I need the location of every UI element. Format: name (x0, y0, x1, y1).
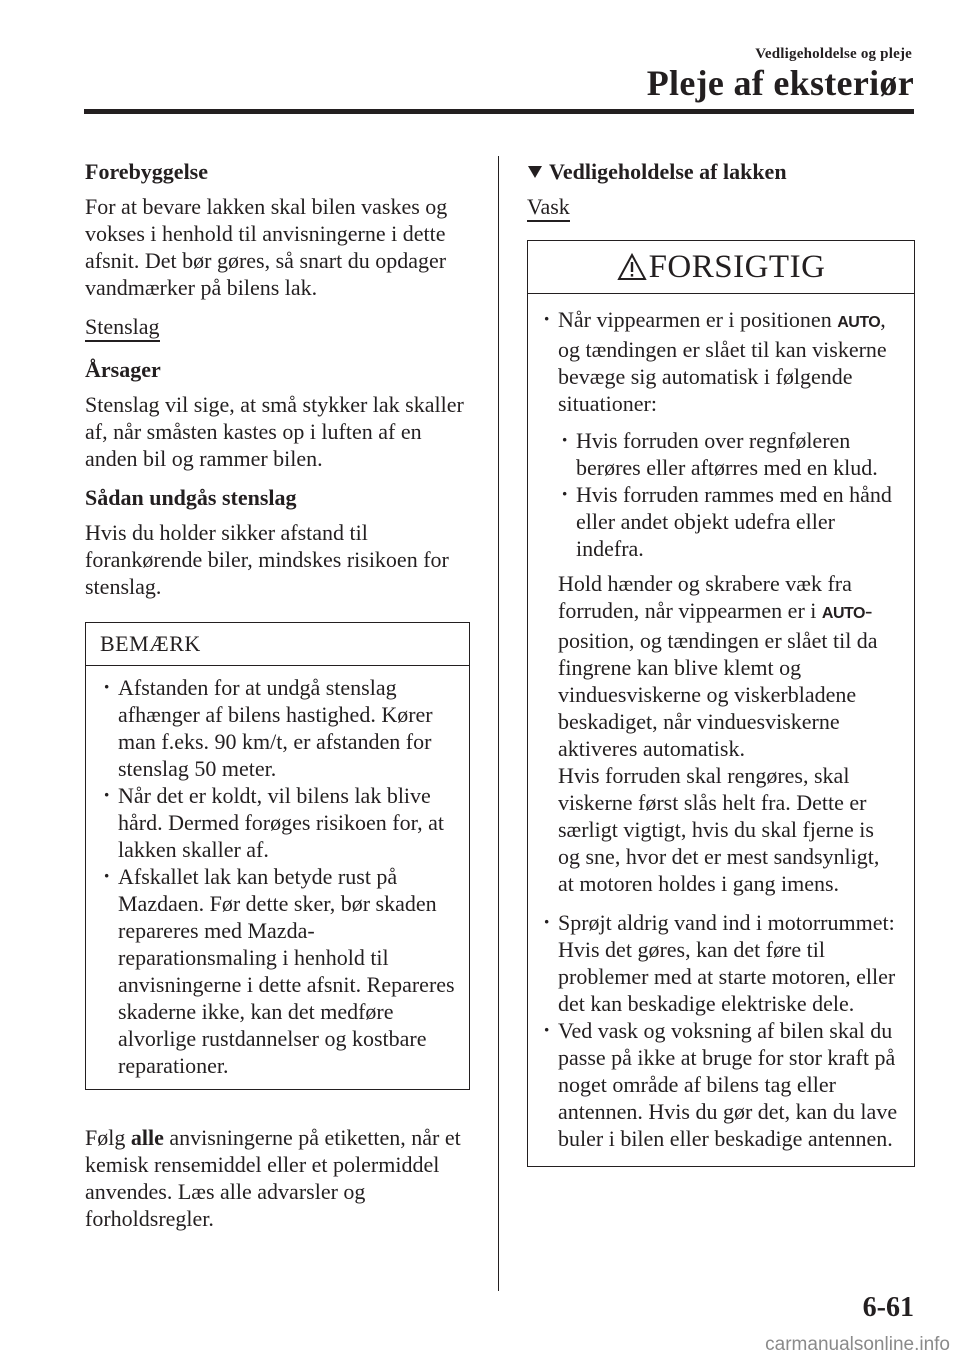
triangle-down-icon (527, 165, 543, 179)
list-item: · Ved vask og voksning af bilen skal du passe på ikke at bruge for stor kraft på noget område af bilens tag eller antennen. Hvis du gør det, kan du lave buler i bilen eller beskadige antennen. (540, 1017, 900, 1152)
caution-paragraph (558, 570, 900, 762)
caution-body (528, 294, 914, 1166)
left-column (85, 158, 470, 1244)
caution-title: FORSIGTIG (648, 248, 826, 285)
heading-vask: Vask (527, 195, 570, 222)
section-heading (527, 158, 915, 185)
caution-para-text: Hold hænder og skrabere væk fra forruden, når vippearmen er i (558, 571, 852, 623)
heading-undgaa: Sådan undgås stenslag (85, 485, 297, 510)
caution-list (540, 306, 900, 1152)
right-column (527, 158, 915, 1167)
subsection-vask (527, 193, 915, 222)
list-item: · Afskallet lak kan betyde rust på Mazdaen. Før dette sker, bør skaden repareres med Mazda-reparationsmaling i henhold til anvisningerne i dette afsnit. Repareres skaderne ikke, kan det medføre alvorlige rustdannelser og kostbare reparationer. (100, 863, 457, 1079)
note-body (86, 666, 469, 1089)
text-forebyggelse: For at bevare lakken skal bilen vaskes og vokses i henhold til anvisningerne i dette afsnit. Det bør gøres, så snart du opdager vandmærker på bilens lak. (85, 194, 448, 300)
section-title: Vedligeholdelse af lakken (549, 159, 787, 184)
caution-sublist (558, 427, 900, 562)
heading-aarsager: Årsager (85, 357, 161, 382)
caution-paragraph: Hvis forruden skal rengøres, skal viskerne først slås helt fra. Dette er særligt vigtigt, hvis du skal fjerne is og sne, hvor det er mest sandsynligt, at motoren holdes i gang imens. (558, 763, 880, 896)
heading-stenslag: Stenslag (85, 315, 160, 342)
warning-triangle-icon (617, 253, 647, 281)
auto-label: AUTO (837, 314, 881, 331)
note-box (85, 622, 470, 1090)
list-item: · Sprøjt aldrig vand ind i motorrummet: Hvis det gøres, kan det føre til problemer med at starte motoren, eller det kan beskadige elektriske dele. (540, 909, 900, 1017)
watermark: carmanualsonline.info (765, 1334, 950, 1355)
sub-list-item: · Hvis forruden rammes med en hånd eller andet objekt udefra eller indefra. (558, 481, 900, 562)
caution-item-text: Når vippearmen er i positionen (558, 307, 838, 332)
heading-forebyggelse: Forebyggelse (85, 159, 209, 184)
auto-label: AUTO (821, 605, 865, 622)
text-undgaa: Hvis du holder sikker afstand til forankørende biler, mindskes risikoen for stenslag. (85, 520, 449, 599)
closing-text-pre: Følg (85, 1125, 131, 1150)
list-item (540, 306, 900, 897)
page-number: 6-61 (862, 1292, 914, 1323)
caution-para-text: -position, og tændingen er slået til da fingrene kan blive klemt og vinduesviskerne og viskerbladene beskadiget, når vinduesviskerne aktiveres automatisk. (558, 598, 878, 761)
subsection-stenslag (85, 313, 470, 342)
sub-list-item: · Hvis forruden over regnføleren berøres eller aftørres med en klud. (558, 427, 900, 481)
list-item: · Afstanden for at undgå stenslag afhænger af bilens hastighed. Kører man f.eks. 90 km/t, er afstanden for stenslag 50 meter. (100, 674, 457, 782)
caution-header (528, 241, 914, 294)
closing-paragraph (85, 1124, 470, 1232)
header-title: Pleje af eksteriør (646, 63, 914, 103)
header-section-label: Vedligeholdelse og pleje (755, 46, 912, 62)
closing-text-post: anvisningerne på etiketten, når et kemisk rensemiddel eller et polermiddel anvendes. Læs alle advarsler og forholdsregler. (85, 1125, 461, 1231)
list-item: · Når det er koldt, vil bilens lak blive hård. Dermed forøges risikoen for, at lakken skaller af. (100, 782, 457, 863)
caution-box (527, 240, 915, 1167)
caution-item-text: , og tændingen er slået til kan viskerne bevæge sig automatisk i følgende situationer: (558, 307, 887, 416)
closing-bold: alle (130, 1125, 164, 1150)
column-divider (498, 156, 499, 1291)
header-rule (84, 109, 914, 114)
note-title: BEMÆRK (86, 623, 469, 666)
note-list (100, 674, 457, 1079)
text-aarsager: Stenslag vil sige, at små stykker lak skaller af, når småsten kastes op i luften af en anden bil og rammer bilen. (85, 392, 464, 471)
